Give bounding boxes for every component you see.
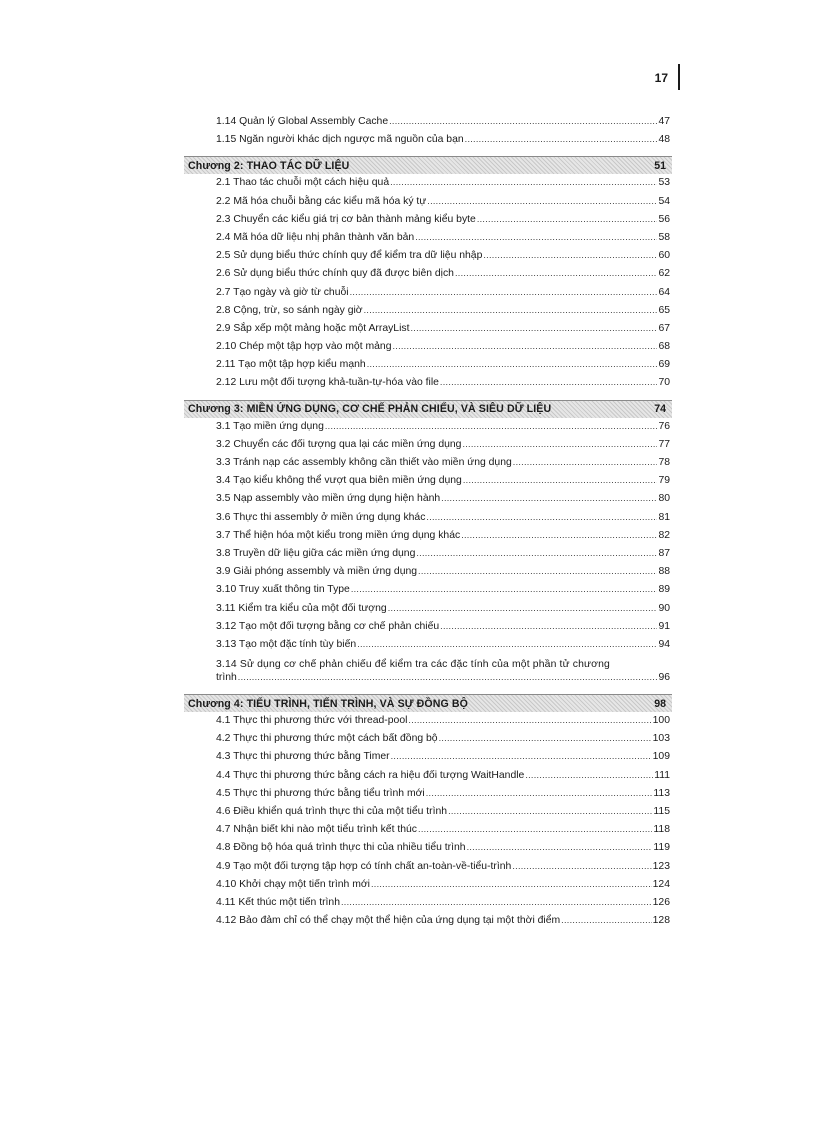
toc-entry-title: 4.10 Khởi chạy một tiến trình mới [216, 878, 370, 890]
page-number-rule [678, 64, 680, 90]
dot-leader [388, 603, 658, 613]
chapter-page: 74 [654, 403, 666, 416]
toc-entry-title: 4.8 Đồng bộ hóa quá trình thực thi của nhiều tiểu trình [216, 842, 466, 854]
chapter-heading-3[interactable] [184, 400, 672, 418]
toc-entry[interactable] [188, 548, 672, 566]
toc-entry-title: 4.5 Thực thi phương thức bằng tiểu trình mới [216, 787, 425, 799]
toc-entry[interactable] [188, 639, 672, 657]
chapter-title: Chương 3: MIỀN ỨNG DỤNG, CƠ CHẾ PHẢN CHIẾU, VÀ SIÊU DỮ LIỆU [188, 403, 552, 416]
toc-entry-title: 3.7 Thể hiện hóa một kiểu trong miền ứng dụng khác [216, 529, 461, 541]
toc-entry[interactable] [188, 268, 672, 286]
chapter-heading-4[interactable] [184, 694, 672, 712]
toc-entry-page: 69 [658, 359, 670, 371]
toc-entry-page: 68 [658, 341, 670, 353]
toc-entry[interactable] [188, 177, 672, 195]
dot-leader [415, 232, 657, 242]
toc-entry-title: 2.11 Tạo một tập hợp kiểu mạnh [216, 359, 366, 371]
toc-entry-page: 113 [653, 787, 670, 799]
dot-leader [418, 824, 652, 834]
toc-entry-page: 89 [658, 584, 670, 596]
toc-entry-page: 70 [658, 377, 670, 389]
toc-entry[interactable] [188, 493, 672, 511]
toc-entry[interactable] [188, 897, 672, 915]
toc-entry-title: 3.5 Nạp assembly vào miền ứng dụng hiện hành [216, 493, 441, 505]
toc-entry[interactable] [188, 250, 672, 268]
dot-leader [325, 421, 658, 431]
dot-leader [462, 439, 657, 449]
toc-entry[interactable] [188, 824, 672, 842]
toc-entry-title: 3.10 Truy xuất thông tin Type [216, 584, 350, 596]
toc-entry[interactable] [188, 512, 672, 530]
toc-entry-page: 100 [652, 715, 670, 727]
toc-entry-title-line1: 3.14 Sử dụng cơ chế phản chiếu để kiểm tra các đặc tính của một phần tử chương [216, 659, 610, 671]
toc-entry[interactable] [188, 842, 672, 860]
toc-entry-title: 3.3 Tránh nạp các assembly không cần thiết vào miền ứng dụng [216, 457, 512, 468]
toc-entry-page: 67 [658, 322, 670, 334]
dot-leader [448, 806, 652, 816]
toc-entry-title: 4.9 Tạo một đối tượng tập hợp có tính chất an-toàn-về-tiểu-trình [216, 860, 512, 872]
toc-entry-page: 76 [658, 420, 670, 432]
toc-entry-title: 3.4 Tạo kiểu không thể vượt qua biên miền ứng dụng [216, 475, 462, 487]
dot-leader [427, 196, 657, 206]
page-number: 17 [654, 71, 668, 85]
table-of-contents [188, 116, 672, 933]
toc-entry-page: 60 [658, 250, 670, 262]
toc-entry-page: 77 [658, 438, 670, 450]
dot-leader [390, 177, 657, 187]
toc-entry-page: 54 [658, 195, 670, 207]
chapter-page: 98 [654, 697, 666, 710]
dot-leader [357, 639, 657, 649]
toc-entry-page: 111 [654, 769, 670, 781]
toc-entry-title: 3.11 Kiểm tra kiểu của một đối tượng [216, 602, 387, 614]
dot-leader [561, 915, 651, 925]
toc-entry-title: 2.8 Cộng, trừ, so sánh ngày giờ [216, 304, 363, 316]
toc-entry[interactable] [188, 715, 672, 733]
toc-entry[interactable] [188, 377, 672, 395]
toc-entry-page: 124 [652, 878, 670, 890]
toc-entry[interactable] [188, 359, 672, 377]
toc-entry-title: 3.1 Tạo miền ứng dụng [216, 420, 324, 432]
dot-leader [238, 672, 658, 682]
toc-entry[interactable] [188, 566, 672, 584]
toc-entry-page: 88 [658, 566, 670, 578]
toc-entry-title: 4.3 Thực thi phương thức bằng Timer [216, 751, 390, 763]
toc-entry-page: 123 [652, 860, 670, 872]
toc-entry-page: 64 [658, 286, 670, 298]
dot-leader [364, 305, 658, 315]
toc-entry[interactable] [188, 584, 672, 602]
toc-entry-page: 48 [658, 134, 670, 146]
dot-leader [408, 715, 651, 725]
toc-entry-title: 2.1 Thao tác chuỗi một cách hiệu quả [216, 177, 390, 189]
toc-entry-title: 4.1 Thực thi phương thức với thread-pool [216, 715, 408, 727]
toc-entry[interactable] [188, 603, 672, 621]
toc-entry-title: 2.10 Chép một tập hợp vào một mảng [216, 341, 392, 353]
chapter-title: Chương 4: TIỂU TRÌNH, TIẾN TRÌNH, VÀ SỰ ĐỒNG BỘ [188, 697, 468, 710]
toc-entry-page: 90 [658, 602, 670, 614]
toc-entry-page: 56 [658, 213, 670, 225]
dot-leader [455, 268, 657, 278]
toc-entry-title: 2.3 Chuyển các kiểu giá trị cơ bản thành mảng kiểu byte [216, 213, 476, 225]
dot-leader [341, 897, 652, 907]
toc-entry-page: 118 [653, 824, 670, 836]
toc-entry-title: 4.4 Thực thi phương thức bằng cách ra hiệu đối tượng WaitHandle [216, 769, 525, 781]
toc-entry-title: 4.6 Điều khiển quá trình thực thi của một tiểu trình [216, 806, 448, 817]
toc-entry-title: 2.12 Lưu một đối tượng khả-tuần-tự-hóa vào file [216, 377, 439, 389]
toc-entry-title: 3.2 Chuyển các đối tượng qua lại các miền ứng dụng [216, 438, 462, 450]
toc-entry[interactable] [188, 116, 672, 134]
toc-entry-page: 87 [658, 547, 670, 559]
toc-entry[interactable] [188, 530, 672, 548]
dot-leader [392, 341, 657, 351]
toc-entry-page: 103 [652, 733, 670, 745]
chapter-title: Chương 2: THAO TÁC DỮ LIỆU [188, 159, 350, 172]
toc-entry-title: 3.8 Truyền dữ liệu giữa các miền ứng dụng [216, 547, 416, 559]
toc-entry[interactable] [188, 287, 672, 305]
dot-leader [389, 116, 657, 126]
toc-entry[interactable] [188, 806, 672, 824]
dot-leader [416, 548, 657, 558]
toc-entry[interactable] [188, 305, 672, 323]
dot-leader [350, 287, 658, 297]
dot-leader [513, 457, 658, 467]
toc-entry-title: 2.7 Tạo ngày và giờ từ chuỗi [216, 286, 349, 298]
toc-entry-page: 58 [658, 231, 670, 243]
toc-entry-title: 4.11 Kết thúc một tiến trình [216, 896, 340, 908]
toc-entry-page: 94 [658, 638, 670, 650]
dot-leader [351, 584, 658, 594]
dot-leader [410, 323, 657, 333]
toc-entry[interactable] [188, 439, 672, 457]
toc-entry-title: 3.6 Thực thi assembly ở miền ứng dụng khác [216, 511, 426, 523]
dot-leader [525, 770, 653, 780]
toc-entry[interactable] [188, 214, 672, 232]
toc-entry-page: 65 [658, 304, 670, 316]
toc-entry[interactable] [188, 232, 672, 250]
toc-entry-page: 78 [658, 457, 670, 468]
dot-leader [483, 250, 657, 260]
toc-entry[interactable] [188, 788, 672, 806]
toc-entry[interactable] [188, 621, 672, 639]
toc-entry-title: 2.2 Mã hóa chuỗi bằng các kiểu mã hóa ký tự [216, 195, 427, 207]
chapter-heading-2[interactable] [184, 156, 672, 174]
dot-leader [463, 475, 658, 485]
toc-entry-page: 79 [658, 475, 670, 487]
toc-entry-title: 4.7 Nhận biết khi nào một tiểu trình kết thúc [216, 824, 418, 836]
dot-leader [477, 214, 658, 224]
toc-entry[interactable] [188, 733, 672, 751]
toc-entry-page: 128 [652, 915, 670, 927]
toc-entry-page: 109 [652, 751, 670, 763]
toc-entry[interactable] [188, 457, 672, 475]
toc-entry[interactable] [188, 134, 672, 152]
toc-entry[interactable] [188, 770, 672, 788]
dot-leader [465, 134, 658, 144]
toc-entry[interactable] [188, 421, 672, 439]
dot-leader [391, 751, 652, 761]
toc-entry-title: 1.14 Quản lý Global Assembly Cache [216, 116, 389, 127]
dot-leader [440, 377, 658, 387]
toc-entry-page: 47 [658, 116, 670, 127]
toc-entry-page: 62 [658, 268, 670, 280]
toc-entry-page: 82 [658, 529, 670, 541]
toc-entry-page: 115 [653, 806, 670, 817]
toc-entry-page: 80 [658, 493, 670, 505]
toc-entry-title: 2.9 Sắp xếp một mảng hoặc một ArrayList [216, 322, 410, 334]
toc-entry[interactable] [188, 861, 672, 879]
dot-leader [461, 530, 657, 540]
toc-entry-title: 3.9 Giải phóng assembly và miền ứng dụng [216, 566, 418, 578]
dot-leader [439, 733, 652, 743]
toc-entry-page: 119 [653, 842, 670, 854]
toc-entry-title: 4.2 Thực thi phương thức một cách bất đồng bộ [216, 733, 438, 745]
toc-entry[interactable] [188, 751, 672, 769]
toc-entry[interactable] [188, 323, 672, 341]
dot-leader [371, 879, 652, 889]
toc-entry[interactable] [188, 915, 672, 933]
toc-entry-page: 53 [658, 177, 670, 189]
dot-leader [440, 621, 657, 631]
toc-entry-title-line2: trình [216, 672, 237, 684]
dot-leader [467, 842, 653, 852]
dot-leader [367, 359, 658, 369]
chapter-page: 51 [654, 159, 666, 172]
toc-entry-page: 91 [658, 620, 670, 632]
toc-entry-multiline[interactable] [188, 657, 672, 690]
toc-entry[interactable] [188, 879, 672, 897]
toc-entry-title: 3.13 Tạo một đặc tính tùy biến [216, 638, 357, 650]
dot-leader [426, 512, 657, 522]
toc-entry-title: 4.12 Bảo đảm chỉ có thể chạy một thể hiện của ứng dụng tại một thời điểm [216, 915, 561, 927]
toc-entry-title: 1.15 Ngăn người khác dịch ngược mã nguồn của bạn [216, 134, 464, 146]
toc-entry-title: 3.12 Tạo một đối tượng bằng cơ chế phản chiếu [216, 620, 440, 632]
toc-entry-page: 126 [652, 896, 670, 908]
toc-entry-page: 81 [658, 511, 670, 523]
toc-entry[interactable] [188, 196, 672, 214]
toc-entry-title: 2.6 Sử dụng biểu thức chính quy đã được biên dịch [216, 268, 454, 280]
toc-entry[interactable] [188, 475, 672, 493]
dot-leader [441, 493, 657, 503]
toc-entry-page: 96 [658, 672, 670, 684]
dot-leader [426, 788, 653, 798]
dot-leader [512, 861, 651, 871]
toc-entry[interactable] [188, 341, 672, 359]
toc-entry-title: 2.4 Mã hóa dữ liệu nhị phân thành văn bản [216, 231, 415, 243]
toc-entry-title: 2.5 Sử dụng biểu thức chính quy để kiểm tra dữ liệu nhập [216, 250, 483, 262]
dot-leader [418, 566, 657, 576]
